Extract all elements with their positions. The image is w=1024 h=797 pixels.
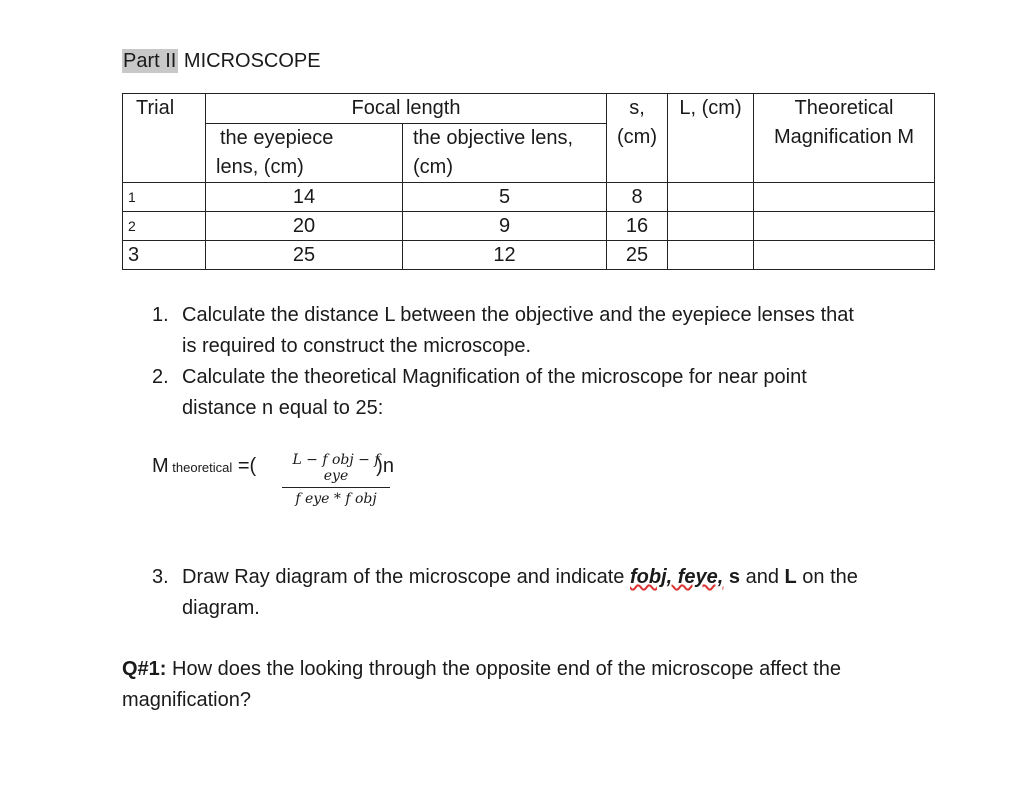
- header-trial: Trial: [123, 94, 206, 183]
- s-cell: 16: [607, 212, 668, 241]
- title-text: MICROSCOPE: [178, 50, 321, 72]
- eye-cell: 25: [206, 241, 403, 270]
- L-cell[interactable]: [668, 212, 754, 241]
- header-s: s, (cm): [607, 94, 668, 183]
- table-row: [123, 241, 935, 270]
- obj-cell: 12: [403, 241, 607, 270]
- question-3: 3. Draw Ray diagram of the microscope and indicate fobj, feye, s and L on the diagram.: [152, 566, 858, 619]
- header-L: L, (cm): [668, 94, 754, 183]
- q1-label: Q#1:: [122, 658, 167, 680]
- formula-denominator: f eye * f obj: [295, 491, 377, 507]
- obj-cell: 5: [403, 183, 607, 212]
- header-magnification: Theoretical Magnification M: [754, 94, 935, 183]
- s-cell: 25: [607, 241, 668, 270]
- trial-cell: 3: [123, 241, 206, 270]
- question-q1: Q#1: How does the looking through the opposite end of the microscope affect the magnification?: [122, 658, 841, 711]
- formula-fraction: [282, 452, 390, 507]
- trial-cell: 2: [123, 212, 206, 241]
- eye-cell: 14: [206, 183, 403, 212]
- L-cell[interactable]: [668, 241, 754, 270]
- header-objective: the objective lens, (cm): [403, 124, 607, 183]
- question-2: 2. Calculate the theoretical Magnification of the microscope for near point distance n equal to 25:: [152, 366, 807, 419]
- obj-cell: 9: [403, 212, 607, 241]
- mag-cell[interactable]: [754, 183, 935, 212]
- trial-cell: 1: [123, 183, 206, 212]
- title-highlight: Part II: [123, 50, 177, 72]
- table-row: [123, 183, 935, 212]
- mag-cell[interactable]: [754, 241, 935, 270]
- formula-numerator: L − f obj − f eye: [292, 452, 380, 484]
- eye-cell: 20: [206, 212, 403, 241]
- L-cell[interactable]: [668, 183, 754, 212]
- header-focal-length: Focal length: [206, 94, 607, 124]
- section-title: [122, 50, 321, 73]
- table-row: [123, 212, 935, 241]
- data-table: [122, 93, 935, 270]
- question-1: 1. Calculate the distance L between the objective and the eyepiece lenses that is required to construct the microscope.: [152, 304, 854, 357]
- header-eyepiece: the eyepiece lens, (cm): [206, 124, 403, 183]
- magnification-formula: M theoretical =( )n: [152, 455, 394, 477]
- mag-cell[interactable]: [754, 212, 935, 241]
- s-cell: 8: [607, 183, 668, 212]
